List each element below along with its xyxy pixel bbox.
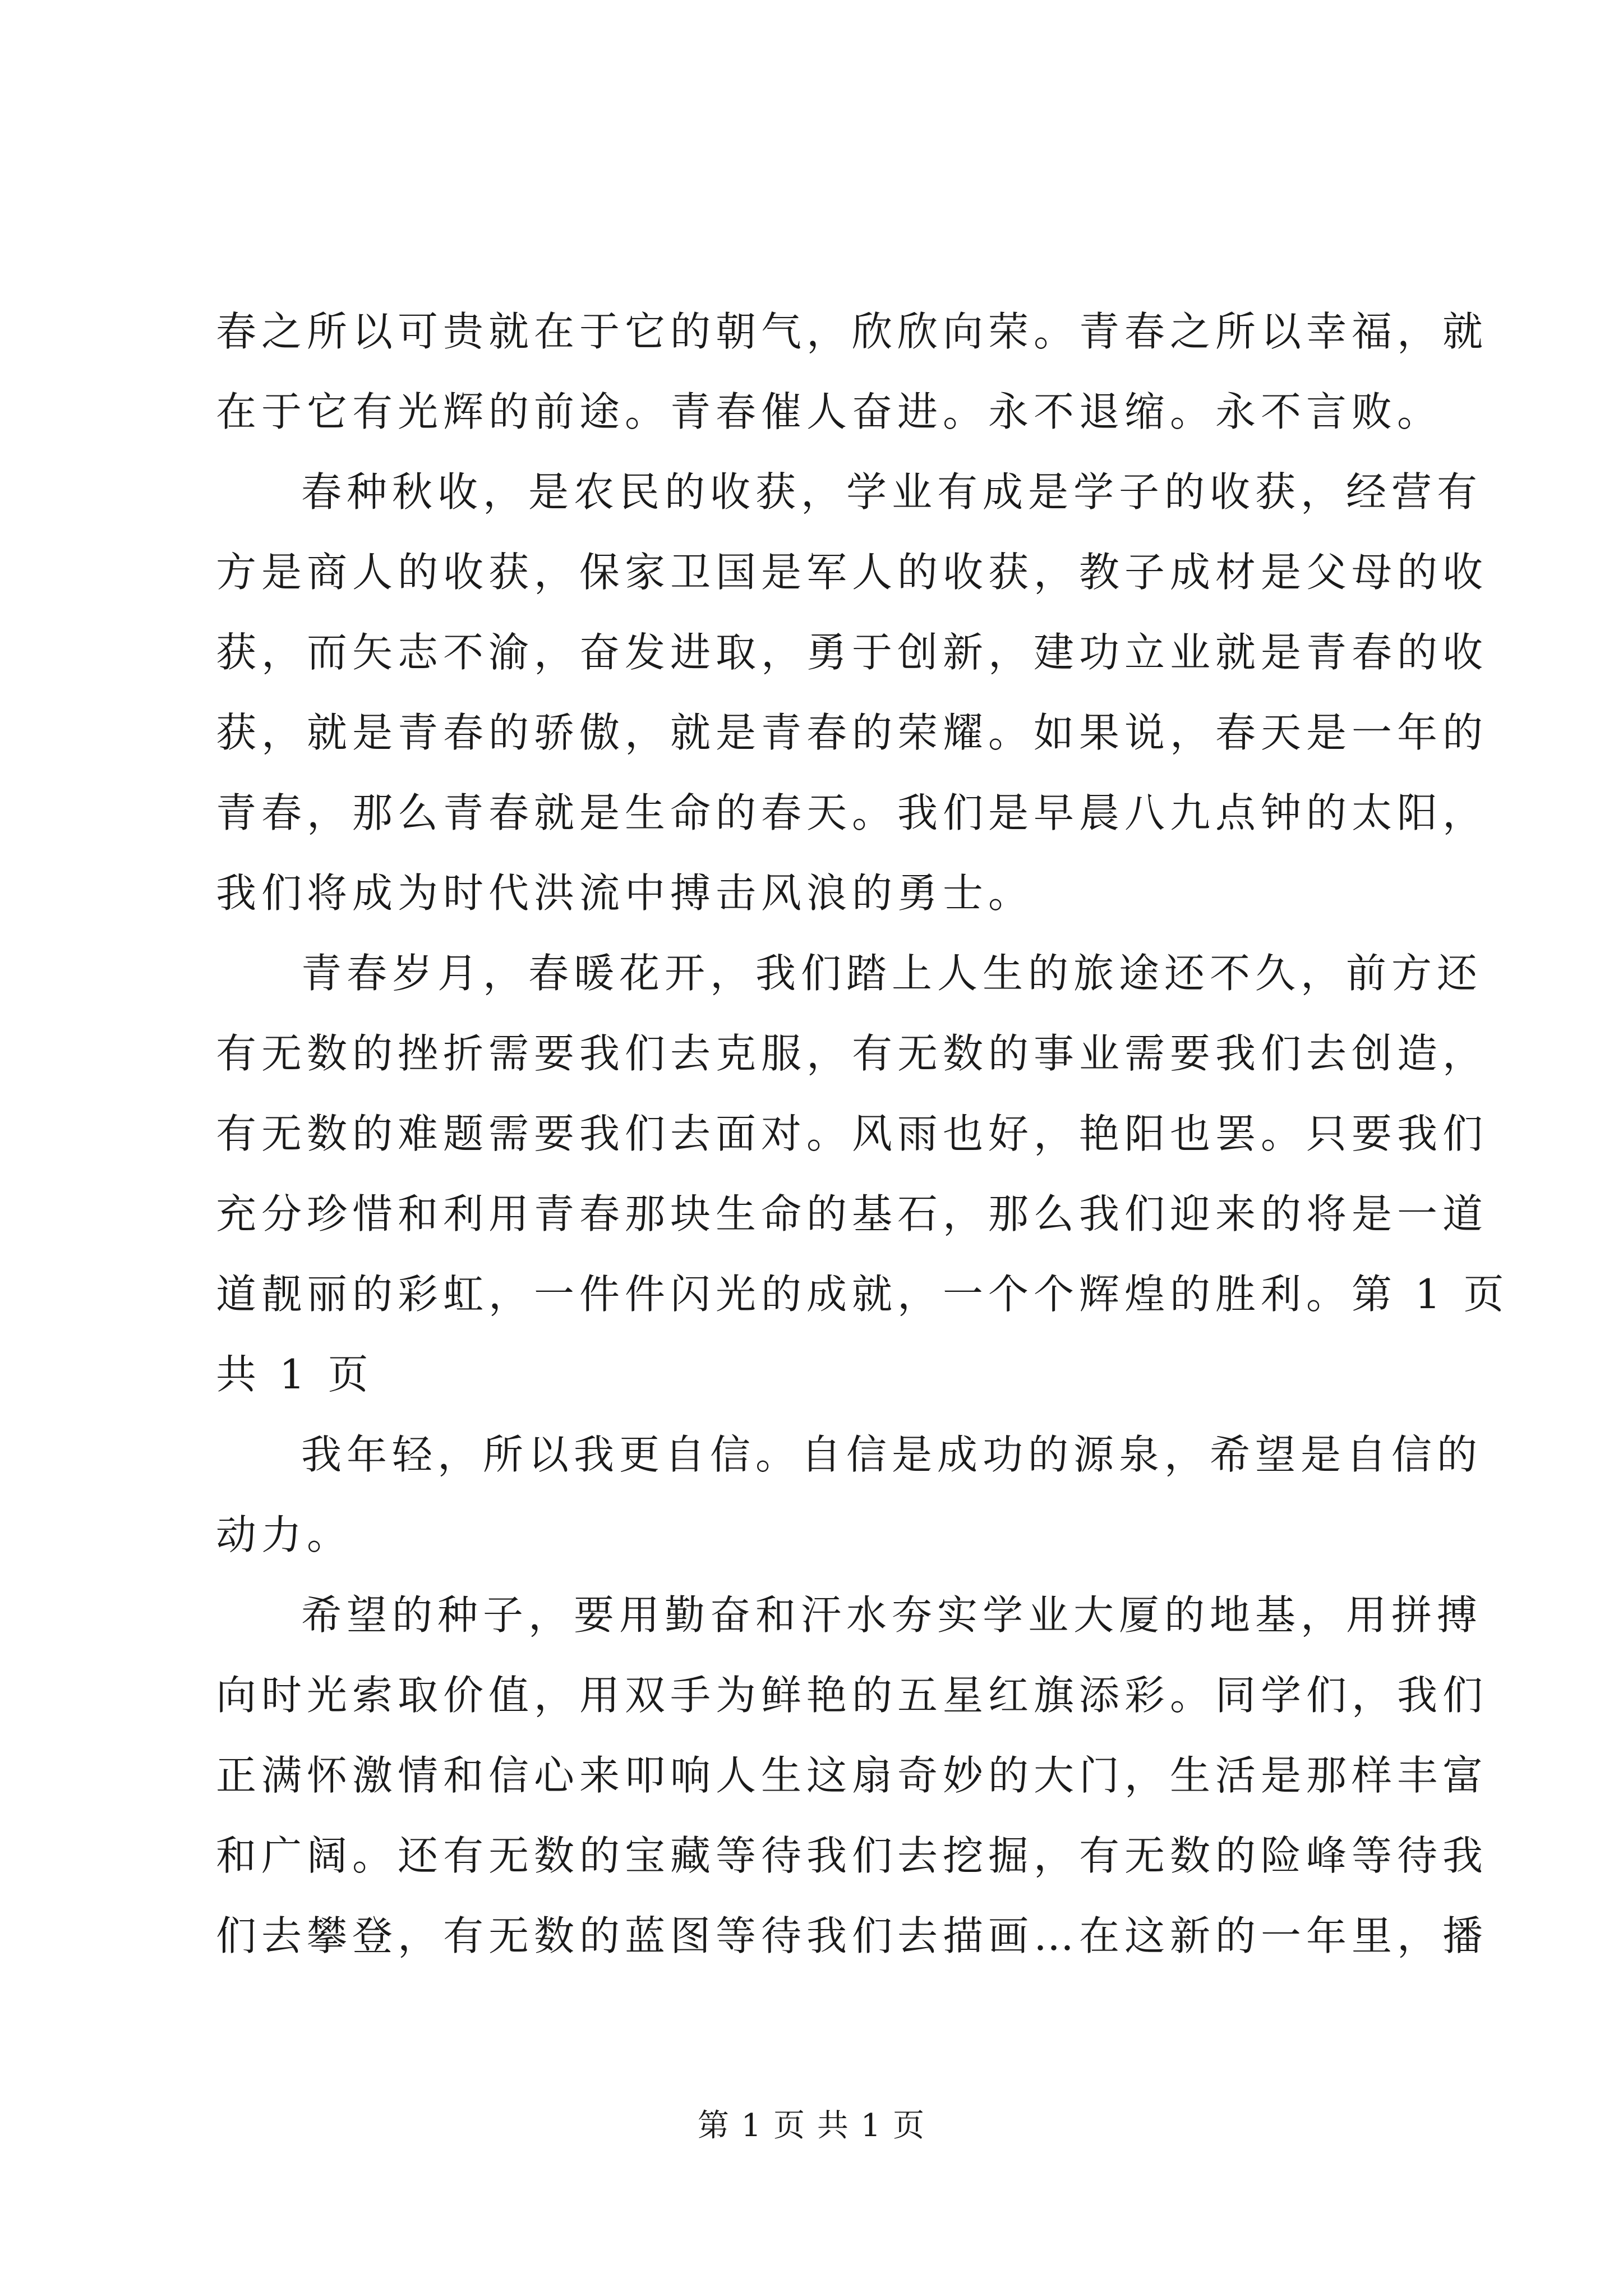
text-line: 和广阔。还有无数的宝藏等待我们去挖掘，有无数的险峰等待我 (216, 1832, 1488, 1879)
text-line: 向时光索取价值，用双手为鲜艳的五星红旗添彩。同学们，我们 (216, 1672, 1488, 1719)
paragraph-first-line: 春种秋收，是农民的收获，学业有成是学子的收获，经营有 (301, 468, 1483, 516)
text-line: 正满怀激情和信心来叩响人生这扇奇妙的大门，生活是那样丰富 (216, 1752, 1488, 1799)
text-line: 我们将成为时代洪流中搏击风浪的勇士。 (216, 869, 1034, 917)
text-line: 充分珍惜和利用青春那块生命的基石，那么我们迎来的将是一道 (216, 1190, 1488, 1237)
paragraph-first-line: 青春岁月，春暖花开，我们踏上人生的旅途还不久，前方还 (301, 950, 1483, 997)
text-line: 在于它有光辉的前途。青春催人奋进。永不退缩。永不言败。 (216, 388, 1443, 435)
page-footer: 第 1 页 共 1 页 (697, 2108, 926, 2144)
text-line: 春之所以可贵就在于它的朝气，欣欣向荣。青春之所以幸福，就 (216, 308, 1488, 355)
paragraph-first-line: 希望的种子，要用勤奋和汗水夯实学业大厦的地基，用拼搏 (301, 1591, 1483, 1639)
document-body (216, 292, 1509, 1976)
text-line: 们去攀登，有无数的蓝图等待我们去描画…在这新的一年里，播 (216, 1912, 1488, 1959)
text-line: 有无数的挫折需要我们去克服，有无数的事业需要我们去创造， (216, 1030, 1488, 1077)
text-line: 获，而矢志不渝，奋发进取，勇于创新，建功立业就是青春的收 (216, 629, 1488, 676)
text-line: 方是商人的收获，保家卫国是军人的收获，教子成材是父母的收 (216, 549, 1488, 596)
text-line: 动力。 (216, 1511, 353, 1558)
text-line: 青春，那么青春就是生命的春天。我们是早晨八九点钟的太阳， (216, 789, 1488, 836)
text-line: 道靓丽的彩虹，一件件闪光的成就，一个个辉煌的胜利。第 1 页 (216, 1271, 1509, 1318)
text-line: 共 1 页 (216, 1351, 374, 1398)
text-line: 有无数的难题需要我们去面对。风雨也好，艳阳也罢。只要我们 (216, 1110, 1488, 1157)
text-line: 获，就是青春的骄傲，就是青春的荣耀。如果说，春天是一年的 (216, 709, 1488, 756)
paragraph-first-line: 我年轻，所以我更自信。自信是成功的源泉，希望是自信的 (301, 1431, 1483, 1478)
